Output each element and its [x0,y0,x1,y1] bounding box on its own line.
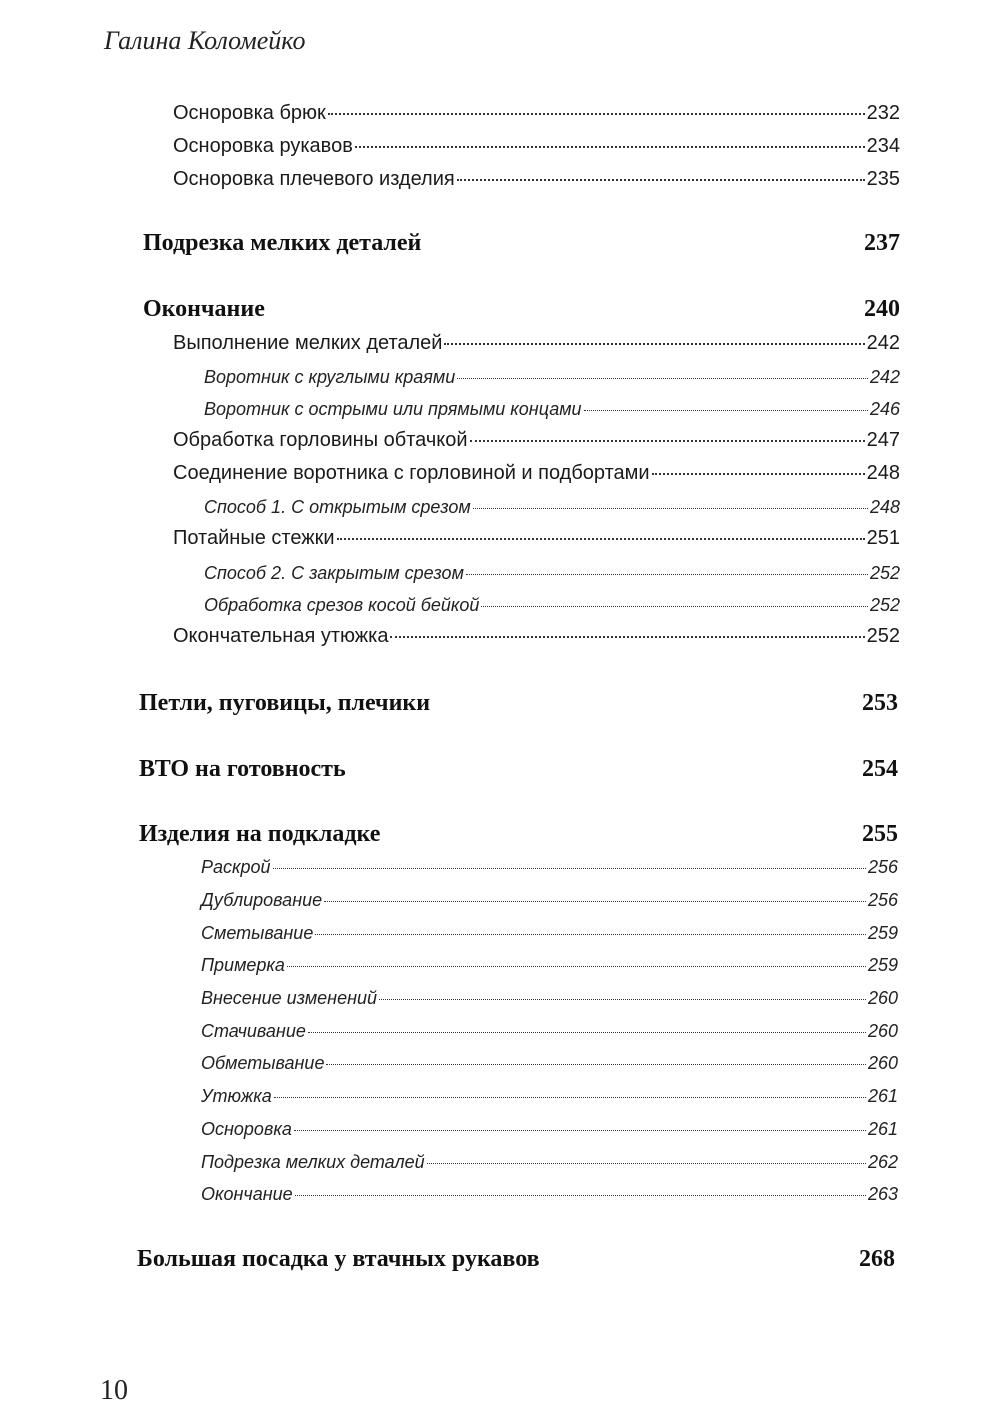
dot-leader [457,178,865,181]
toc-subentry-page: 260 [867,988,898,1008]
toc-entry[interactable] [173,429,900,452]
toc-subentry-page: 260 [867,1053,898,1073]
dot-leader [274,1096,866,1098]
toc-entry-page: 247 [866,429,900,451]
toc-subentry-title: Способ 2. С закрытым срезом [204,563,464,583]
toc-subentry[interactable] [201,890,898,911]
dot-leader [470,439,865,442]
toc-section-title: Изделия на подкладке [139,821,381,847]
toc-entry[interactable] [173,625,900,648]
toc-section[interactable] [143,296,900,323]
dot-leader [294,1129,866,1131]
toc-subentry[interactable] [201,857,898,878]
dot-leader [287,965,866,967]
toc-subentry-title: Обметывание [201,1053,325,1073]
toc-section[interactable] [137,1246,895,1273]
toc-subentry-page: 248 [869,497,900,517]
toc-subentry-page: 252 [869,595,900,615]
dot-leader [328,112,865,115]
toc-subentry[interactable] [201,1119,898,1140]
toc-subentry-page: 242 [869,367,900,387]
toc-subentry-title: Воротник с острыми или прямыми концами [204,399,582,419]
toc-subentry[interactable] [201,1053,898,1074]
toc-section[interactable] [139,821,898,848]
toc-subentry[interactable] [201,988,898,1009]
toc-subentry[interactable] [204,595,900,616]
dot-leader [355,145,865,148]
dot-leader [427,1162,866,1164]
toc-section-title: Подрезка мелких деталей [143,230,422,256]
toc-entry-title: Осноровка рукавов [173,135,353,157]
toc-entry-page: 248 [866,462,900,484]
toc-subentry-title: Окончание [201,1184,293,1204]
toc-subentry-title: Утюжка [201,1086,272,1106]
toc-entry-page: 234 [866,135,900,157]
dot-leader [652,472,865,475]
toc-subentry-title: Осноровка [201,1119,292,1139]
toc-subentry-title: Воротник с круглыми краями [204,367,456,387]
toc-entry[interactable] [173,462,900,485]
toc-section-title: Большая посадка у втачных рукавов [137,1246,540,1272]
toc-subentry[interactable] [201,1021,898,1042]
toc-entry[interactable] [173,102,900,125]
toc-section-title: Петли, пуговицы, плечики [139,690,431,716]
toc-subentry[interactable] [204,367,900,388]
toc-subentry-page: 246 [869,399,900,419]
dot-leader [379,998,866,1000]
toc-subentry-title: Дублирование [201,890,323,910]
toc-subentry[interactable] [201,1086,898,1107]
toc-section[interactable] [139,690,898,717]
toc-subentry-page: 260 [867,1021,898,1041]
toc-entry-page: 235 [866,168,900,190]
toc-subentry-page: 259 [867,955,898,975]
toc-section-page: 255 [862,821,898,847]
toc-subentry-page: 262 [867,1152,898,1172]
toc-subentry-page: 259 [867,923,898,943]
toc-section[interactable] [139,756,898,783]
toc-subentry-title: Стачивание [201,1021,306,1041]
dot-leader [326,1063,866,1065]
toc-subentry-title: Примерка [201,955,285,975]
dot-leader [308,1031,866,1033]
toc-entry-title: Окончательная утюжка [173,625,389,647]
dot-leader [584,409,868,411]
dot-leader [337,537,865,540]
toc-section-title: ВТО на готовность [139,756,346,782]
toc-subentry-page: 252 [869,563,900,583]
toc-subentry-page: 256 [867,890,898,910]
toc-subentry[interactable] [204,497,900,518]
toc-entry-title: Осноровка брюк [173,102,326,124]
toc-entry-title: Потайные стежки [173,527,335,549]
dot-leader [295,1194,866,1196]
toc-subentry-title: Обработка срезов косой бейкой [204,595,480,615]
toc-entry[interactable] [173,332,900,355]
dot-leader [324,900,866,902]
toc-subentry[interactable] [201,923,898,944]
toc-entry-title: Соединение воротника с горловиной и подбортами [173,462,650,484]
toc-subentry-title: Способ 1. С открытым срезом [204,497,471,517]
dot-leader [444,342,864,345]
toc-subentry-title: Раскрой [201,857,271,877]
toc-subentry-page: 261 [867,1086,898,1106]
toc-entry[interactable] [173,168,900,191]
toc-section-title: Окончание [143,296,265,322]
page-number: 10 [100,1375,128,1406]
dot-leader [466,573,868,575]
toc-subentry-page: 256 [867,857,898,877]
toc-subentry[interactable] [201,1152,898,1173]
toc-entry-page: 242 [866,332,900,354]
toc-entry-title: Осноровка плечевого изделия [173,168,455,190]
toc-subentry[interactable] [204,563,900,584]
toc-section-page: 240 [864,296,900,322]
toc-section[interactable] [143,230,900,257]
dot-leader [457,377,868,379]
toc-section-page: 268 [859,1246,895,1272]
toc-entry-page: 252 [866,625,900,647]
toc-section-page: 254 [862,756,898,782]
toc-subentry-page: 261 [867,1119,898,1139]
toc-section-page: 237 [864,230,900,256]
toc-entry[interactable] [173,527,900,550]
toc-entry[interactable] [173,135,900,158]
toc-entry-title: Выполнение мелких деталей [173,332,443,354]
toc-entry-title: Обработка горловины обтачкой [173,429,468,451]
dot-leader [273,867,866,869]
toc-entry-page: 251 [866,527,900,549]
toc-subentry[interactable] [201,1184,898,1205]
toc-subentry-title: Подрезка мелких деталей [201,1152,425,1172]
dot-leader [390,635,864,638]
dot-leader [315,933,866,935]
dot-leader [481,605,868,607]
toc-subentry-title: Внесение изменений [201,988,378,1008]
toc-subentry-page: 263 [867,1184,898,1204]
toc-subentry[interactable] [201,955,898,976]
toc-entry-page: 232 [866,102,900,124]
toc-subentry[interactable] [204,399,900,420]
toc-subentry-title: Сметывание [201,923,314,943]
toc-section-page: 253 [862,690,898,716]
dot-leader [473,507,868,509]
running-head: Галина Коломейко [104,26,306,55]
